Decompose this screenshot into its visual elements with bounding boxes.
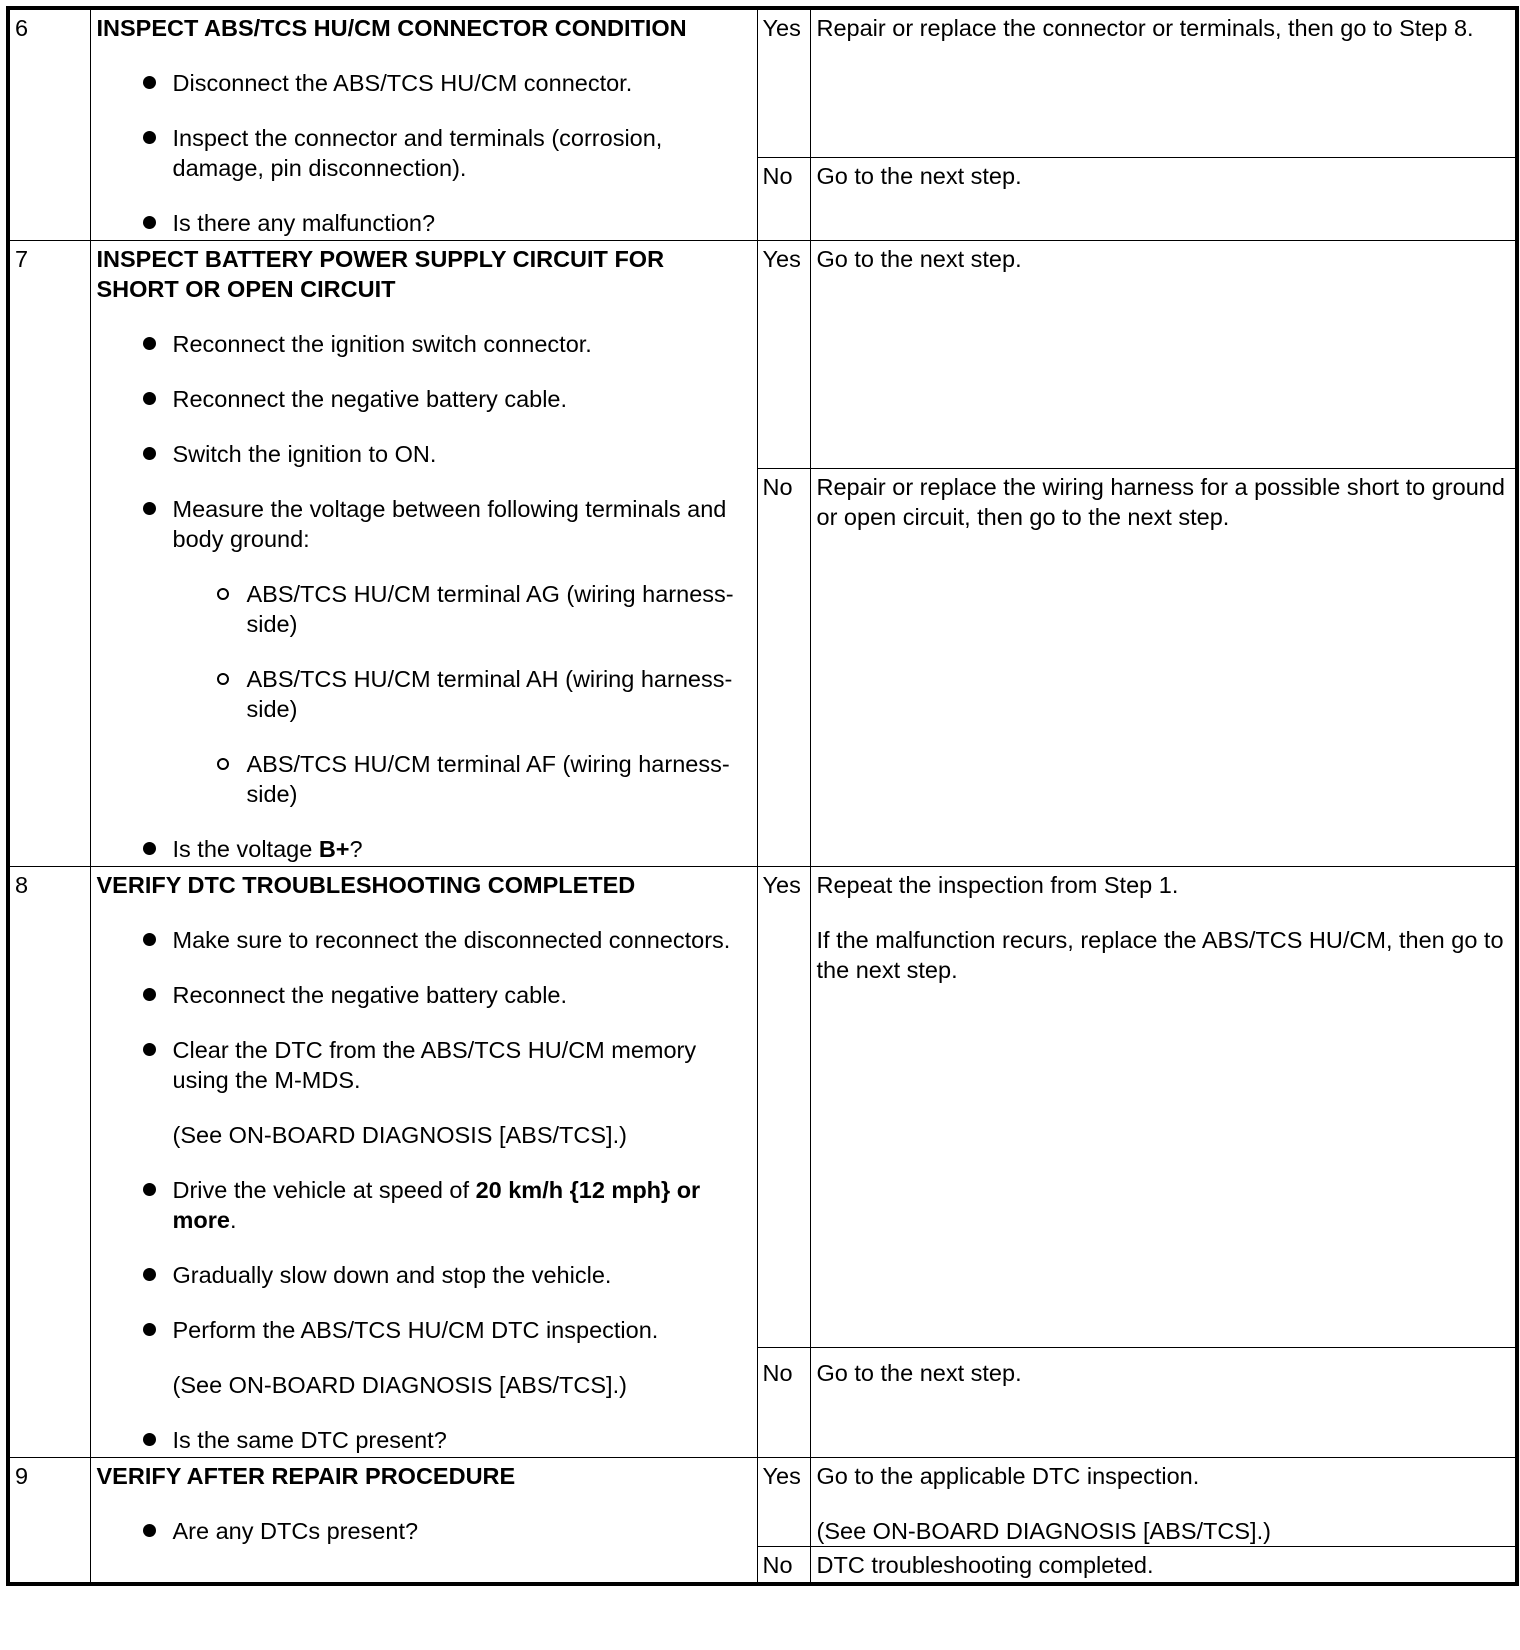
- sub-bullet-item: ABS/TCS HU/CM terminal AG (wiring harness-side): [97, 579, 751, 639]
- bullet-text: Is the voltage: [172, 836, 319, 862]
- bullet-text: .: [229, 1207, 237, 1233]
- bullet-item: Reconnect the negative battery cable.: [97, 980, 751, 1010]
- yes-action: Repair or replace the connector or terminals, then go to Step 8.: [810, 8, 1517, 157]
- step-title: INSPECT BATTERY POWER SUPPLY CIRCUIT FOR SHORT OR OPEN CIRCUIT: [96, 246, 665, 302]
- troubleshooting-table-wrapper: [6, 6, 1519, 1586]
- action-text: If the malfunction recurs, replace the ABS/TCS HU/CM, then go to the next step.: [816, 927, 1504, 983]
- no-action: Repair or replace the wiring harness for a possible short to ground or open circuit, then go to the next step.: [810, 468, 1517, 866]
- bullet-item: Clear the DTC from the ABS/TCS HU/CM memory using the M-MDS.: [97, 1035, 751, 1095]
- step-title: VERIFY DTC TROUBLESHOOTING COMPLETED: [96, 872, 636, 898]
- step-number: 7: [8, 241, 90, 867]
- bullet-item: Measure the voltage between following terminals and body ground:: [97, 494, 751, 554]
- step-procedure: [90, 867, 757, 1458]
- bullet-item: Gradually slow down and stop the vehicle.: [97, 1260, 751, 1290]
- troubleshooting-table: [6, 6, 1519, 1586]
- step-number: 6: [8, 8, 90, 241]
- bullet-item: Reconnect the negative battery cable.: [97, 384, 751, 414]
- yes-label: Yes: [757, 1458, 810, 1547]
- bullet-item: [97, 834, 751, 864]
- no-label: No: [757, 1547, 810, 1584]
- bullet-item: Is there any malfunction?: [97, 208, 751, 238]
- sub-bullet-item: ABS/TCS HU/CM terminal AH (wiring harness-side): [97, 664, 751, 724]
- yes-label: Yes: [757, 867, 810, 1348]
- step-procedure: [90, 8, 757, 241]
- action-text: Repeat the inspection from Step 1.: [816, 872, 1179, 898]
- reference-note: (See ON-BOARD DIAGNOSIS [ABS/TCS].): [172, 1372, 627, 1398]
- yes-action: [810, 1458, 1517, 1547]
- step-9-yes-row: [8, 1458, 1517, 1547]
- bullet-item: Make sure to reconnect the disconnected connectors.: [97, 925, 751, 955]
- step-procedure: [90, 241, 757, 867]
- no-action: DTC troubleshooting completed.: [810, 1547, 1517, 1584]
- sub-bullet-item: ABS/TCS HU/CM terminal AF (wiring harness-side): [97, 749, 751, 809]
- reference-note: (See ON-BOARD DIAGNOSIS [ABS/TCS].): [172, 1122, 627, 1148]
- bullet-item: Switch the ignition to ON.: [97, 439, 751, 469]
- bullet-text-bold: 20 km/h {12 mph} or more: [172, 1177, 701, 1233]
- step-procedure: [90, 1458, 757, 1584]
- bullet-item: Reconnect the ignition switch connector.: [97, 329, 751, 359]
- bullet-text: ?: [349, 836, 363, 862]
- no-label: No: [757, 468, 810, 866]
- bullet-text-bold: B+: [318, 836, 350, 862]
- step-8-yes-row: [8, 867, 1517, 1348]
- step-title: VERIFY AFTER REPAIR PROCEDURE: [96, 1463, 516, 1489]
- bullet-item: Is the same DTC present?: [97, 1425, 751, 1455]
- step-number: 8: [8, 867, 90, 1458]
- yes-action: [810, 867, 1517, 1348]
- bullet-item: Are any DTCs present?: [97, 1516, 751, 1546]
- bullet-item: Disconnect the ABS/TCS HU/CM connector.: [97, 68, 751, 98]
- bullet-text: Drive the vehicle at speed of: [172, 1177, 476, 1203]
- no-label: No: [757, 157, 810, 240]
- step-7-yes-row: [8, 241, 1517, 469]
- step-6-yes-row: [8, 8, 1517, 157]
- action-text: Go to the applicable DTC inspection.: [816, 1463, 1200, 1489]
- step-title: INSPECT ABS/TCS HU/CM CONNECTOR CONDITION: [96, 15, 687, 41]
- bullet-item: Perform the ABS/TCS HU/CM DTC inspection.: [97, 1315, 751, 1345]
- no-action: Go to the next step.: [810, 157, 1517, 240]
- bullet-item: [97, 1175, 751, 1235]
- yes-label: Yes: [757, 8, 810, 157]
- action-text: (See ON-BOARD DIAGNOSIS [ABS/TCS].): [816, 1518, 1271, 1544]
- yes-label: Yes: [757, 241, 810, 469]
- bullet-item: Inspect the connector and terminals (corrosion, damage, pin disconnection).: [97, 123, 751, 183]
- yes-action: Go to the next step.: [810, 241, 1517, 469]
- no-label: No: [757, 1347, 810, 1457]
- step-number: 9: [8, 1458, 90, 1584]
- no-action: Go to the next step.: [810, 1347, 1517, 1457]
